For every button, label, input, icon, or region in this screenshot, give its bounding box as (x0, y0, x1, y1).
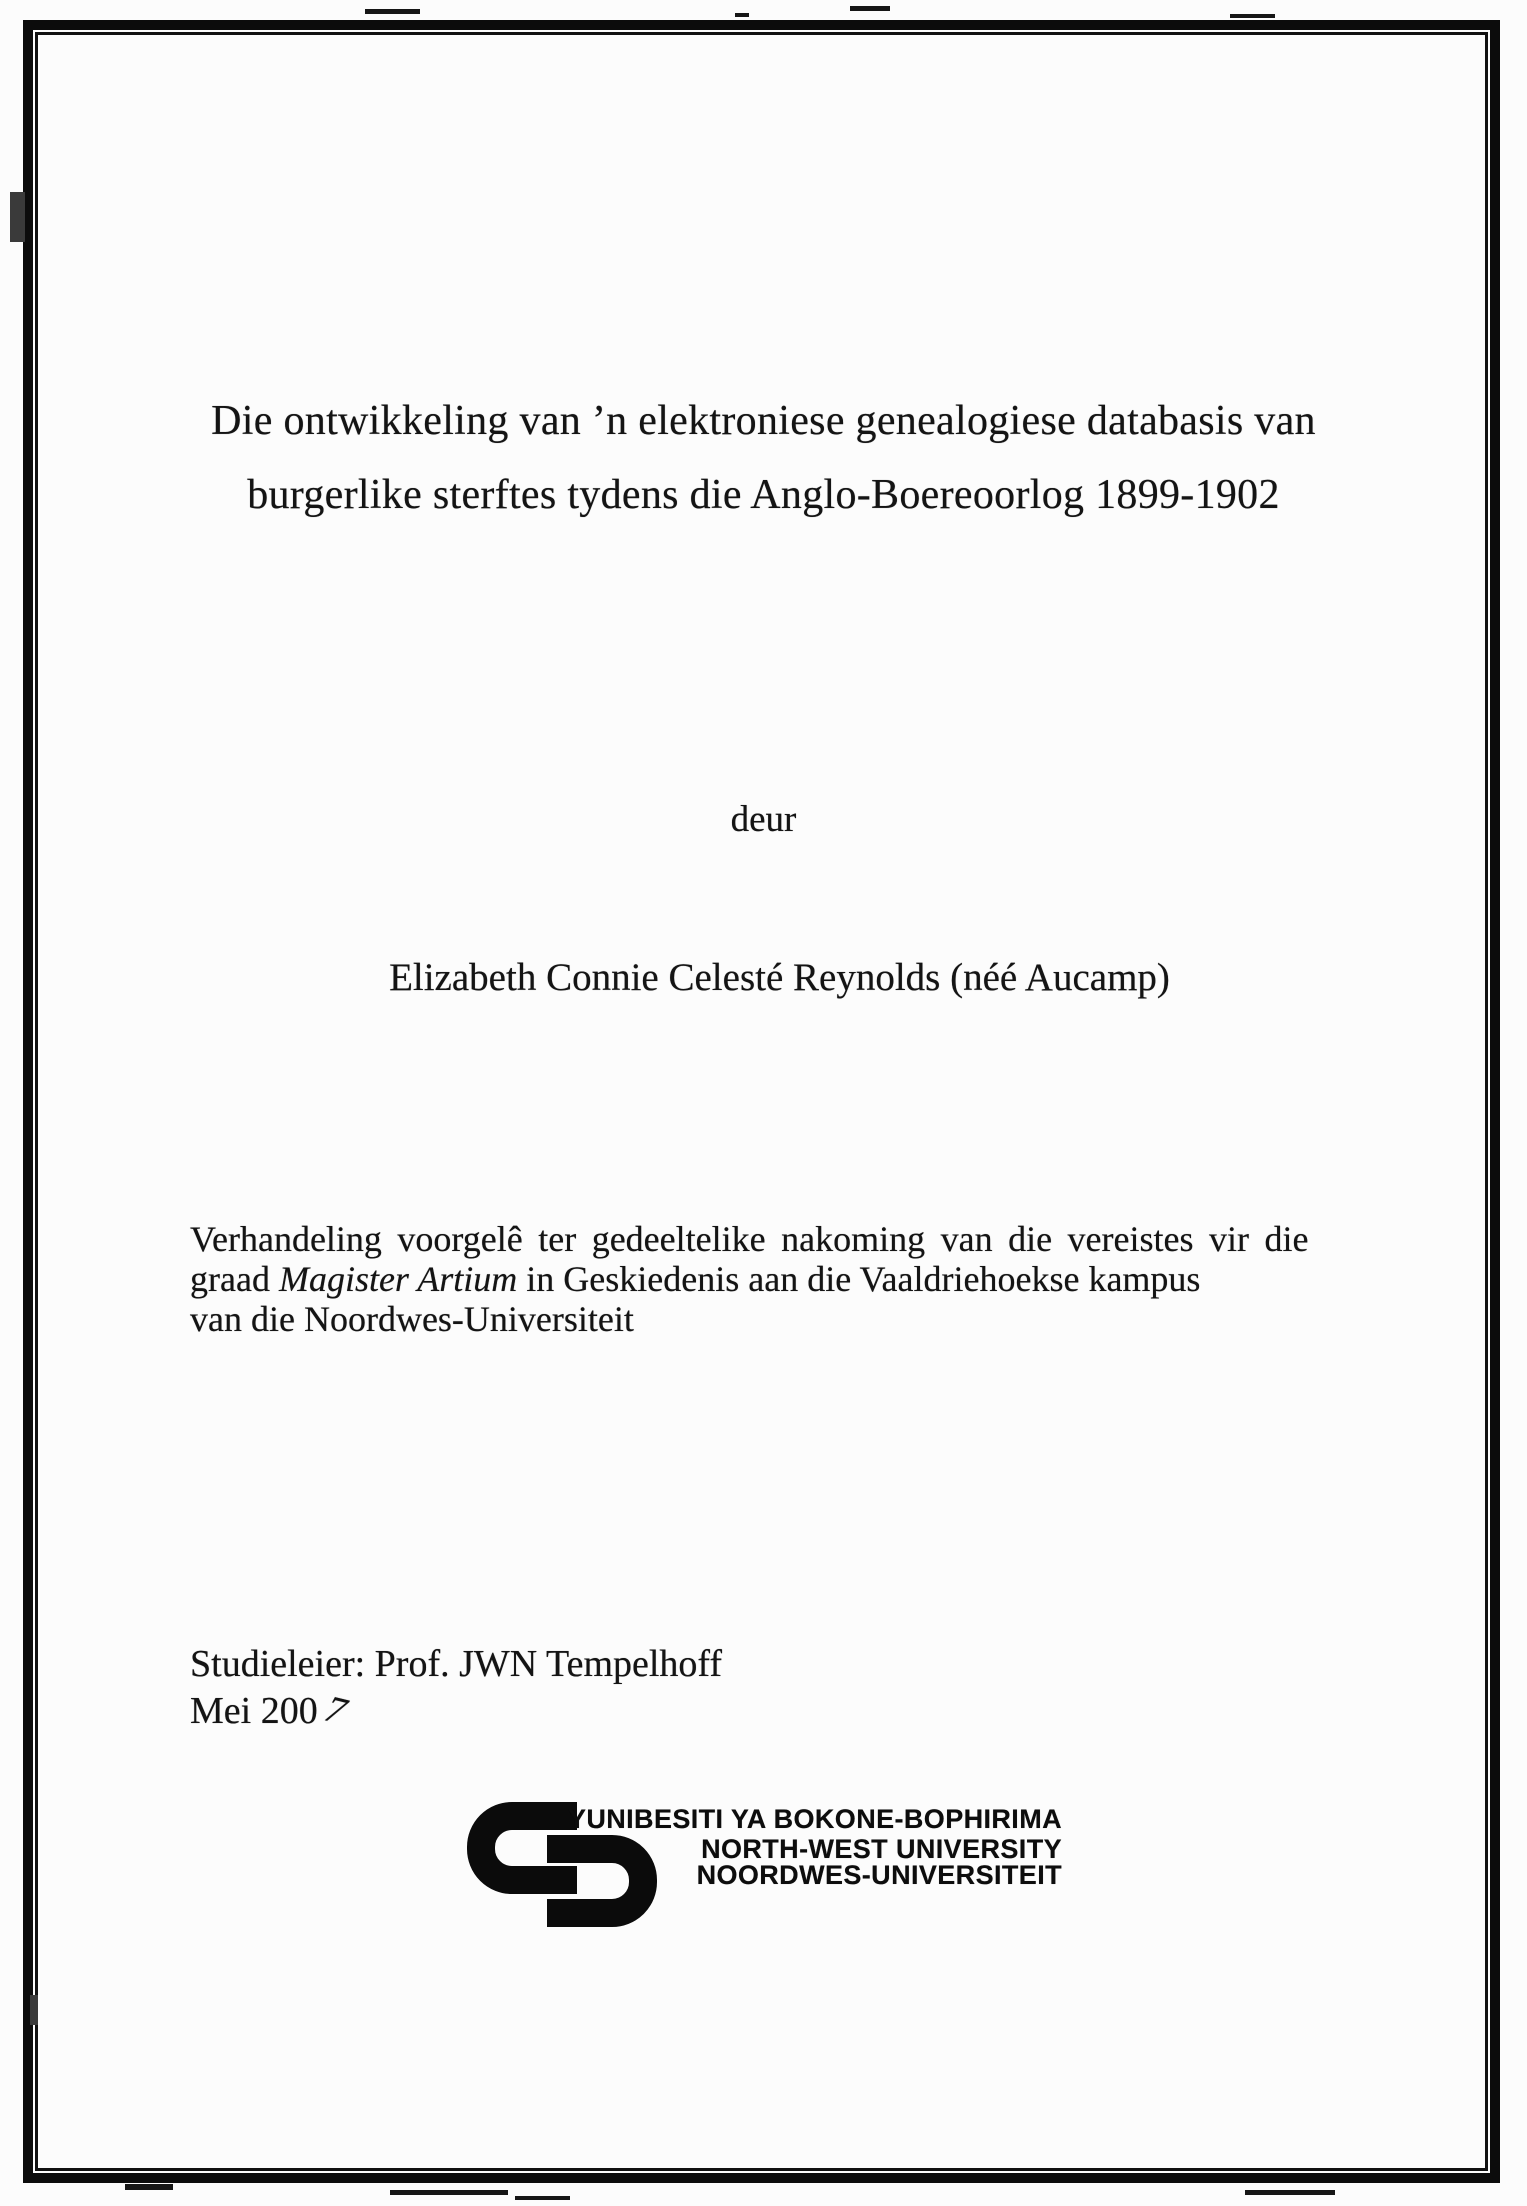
logo-text-afrikaans: NOORDWES-UNIVERSITEIT (696, 1860, 1062, 1890)
thesis-title-line2: burgerlike sterftes tydens die Anglo-Boereoorlog 1899-1902 (247, 472, 1280, 518)
scan-noise (1230, 14, 1275, 18)
degree-statement-line2-suffix: in Geskiedenis aan die Vaaldriehoekse kampus (517, 1259, 1201, 1299)
degree-statement (190, 1219, 1375, 1339)
degree-name-italic: Magister Artium (278, 1259, 518, 1299)
author-name: Elizabeth Connie Celesté Reynolds (néé Aucamp) (389, 956, 1170, 999)
scan-noise (1245, 2190, 1335, 2195)
scan-noise (30, 1995, 38, 2025)
scan-noise (515, 2196, 570, 2200)
scan-noise (10, 192, 25, 242)
supervisor-block (190, 1641, 722, 1735)
degree-statement-line1: Verhandeling voorgelê ter gedeeltelike nakoming van die vereistes vir die (190, 1219, 1309, 1259)
logo-text-setswana: YUNIBESITI YA BOKONE-BOPHIRIMA (567, 1804, 1062, 1834)
scan-noise (125, 2184, 173, 2190)
thesis-title-line1: Die ontwikkeling van ’n elektroniese genealogiese databasis van (211, 398, 1316, 444)
date-prefix: Mei 200 (190, 1690, 318, 1732)
byline: deur (730, 799, 797, 840)
scan-noise (850, 6, 890, 11)
thesis-title (0, 384, 1527, 532)
degree-statement-line3: van die Noordwes-Universiteit (190, 1299, 634, 1339)
date-last-digit: 7 (315, 1689, 355, 1732)
scan-noise (735, 13, 749, 17)
supervisor-line: Studieleier: Prof. JWN Tempelhoff (190, 1643, 723, 1685)
logo-text-english: NORTH-WEST UNIVERSITY (701, 1834, 1062, 1864)
date-line (190, 1688, 722, 1735)
scan-noise (390, 2190, 508, 2195)
degree-statement-line2 (190, 1259, 1375, 1299)
scan-noise (365, 9, 420, 14)
degree-statement-line2-prefix: graad (190, 1259, 279, 1299)
